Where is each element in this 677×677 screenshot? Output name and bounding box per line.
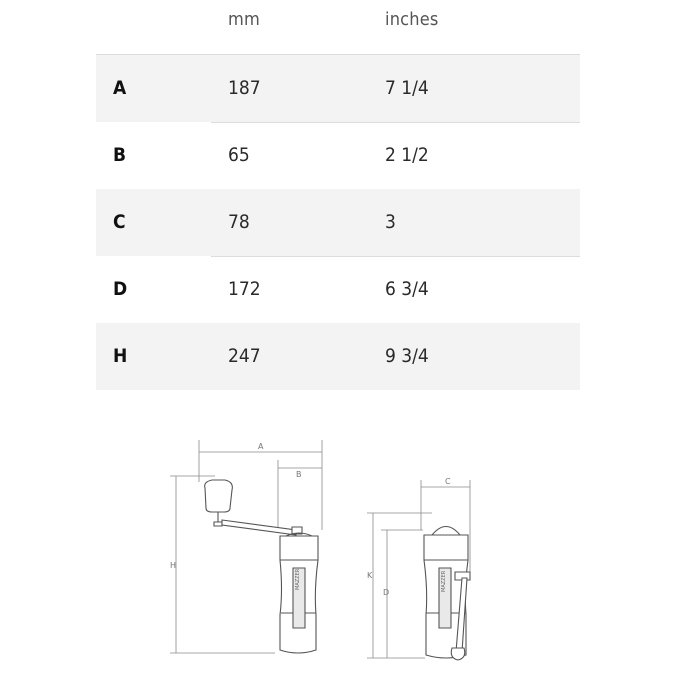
row-inches: 3 xyxy=(385,211,396,233)
grinder-side-view xyxy=(205,480,318,653)
label-b: B xyxy=(296,470,302,479)
grinder-front-view xyxy=(424,527,470,661)
crank-knob xyxy=(205,480,233,512)
table-row xyxy=(96,122,580,189)
row-key: A xyxy=(113,77,127,99)
header-mm: mm xyxy=(228,9,260,30)
row-key: D xyxy=(113,278,128,300)
label-a: A xyxy=(258,442,264,451)
header-inches: inches xyxy=(385,9,439,30)
row-mm: 187 xyxy=(228,77,261,99)
grinder-dimension-drawing xyxy=(0,400,677,677)
row-key: B xyxy=(113,144,127,166)
label-k: K xyxy=(367,571,373,580)
table-row xyxy=(96,323,580,390)
brand-label-right: MAZZER xyxy=(441,570,447,592)
row-mm: 78 xyxy=(228,211,250,233)
row-inches: 6 3/4 xyxy=(385,278,429,300)
table-row xyxy=(96,55,580,122)
row-inches: 9 3/4 xyxy=(385,345,429,367)
table-row xyxy=(96,189,580,256)
label-h: H xyxy=(170,561,177,570)
row-key: C xyxy=(113,211,126,233)
table-row xyxy=(96,256,580,323)
knob-top xyxy=(432,527,460,536)
row-key: H xyxy=(113,345,128,367)
dimensions-table xyxy=(96,0,580,390)
table-header xyxy=(96,0,580,55)
crank-knob-front xyxy=(451,648,465,660)
row-inches: 7 1/4 xyxy=(385,77,429,99)
crank-arm xyxy=(222,520,296,535)
brand-label-left: MAZZER xyxy=(295,568,301,590)
row-mm: 65 xyxy=(228,144,250,166)
label-c: C xyxy=(445,477,451,486)
row-mm: 172 xyxy=(228,278,261,300)
label-d: D xyxy=(383,588,390,597)
row-inches: 2 1/2 xyxy=(385,144,429,166)
row-mm: 247 xyxy=(228,345,261,367)
